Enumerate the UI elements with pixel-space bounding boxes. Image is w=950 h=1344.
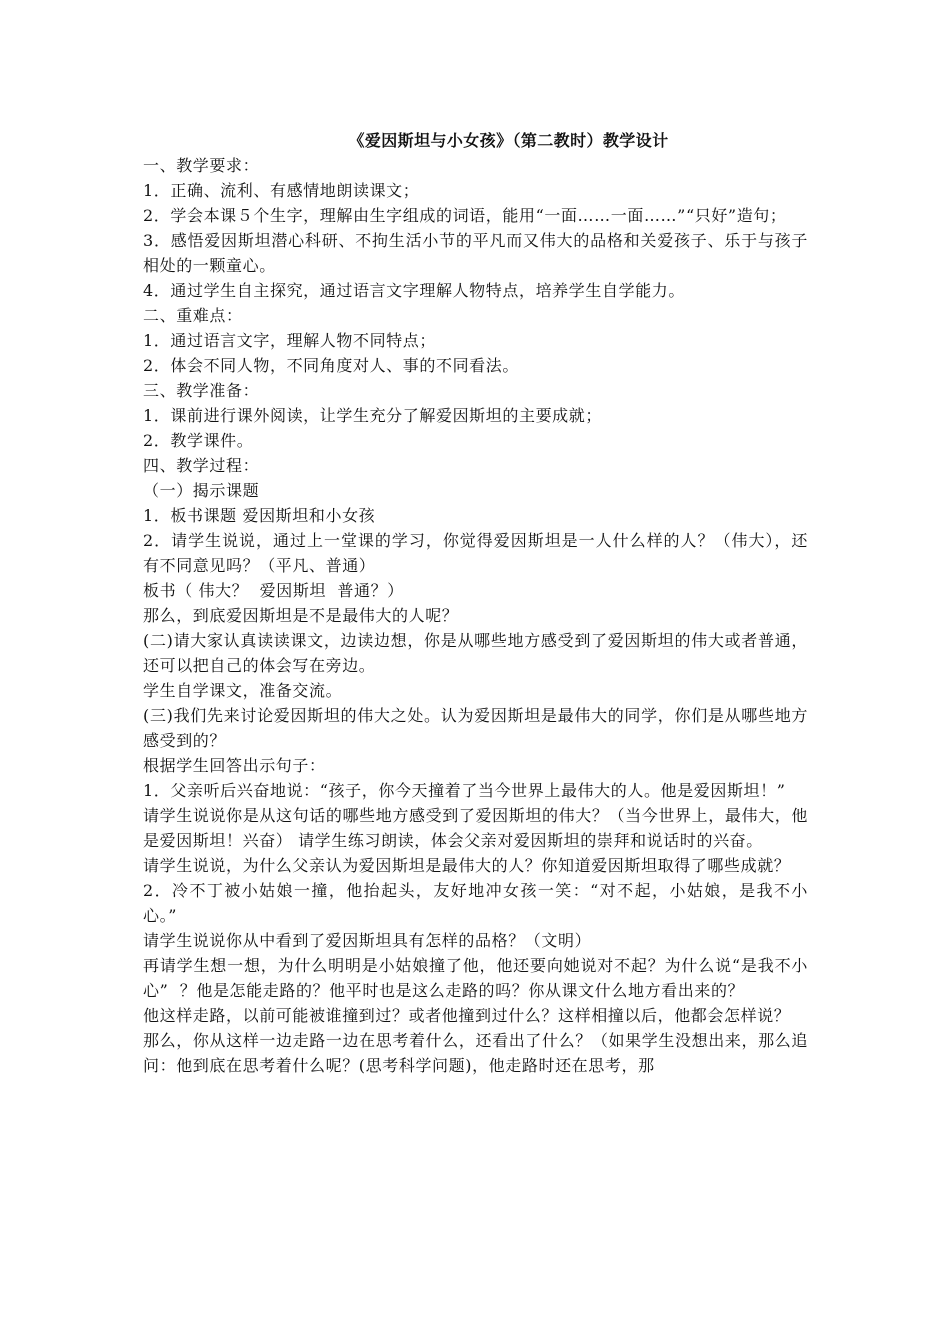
paragraph: (三)我们先来讨论爱因斯坦的伟大之处。认为爱因斯坦是最伟大的同学，你们是从哪些地方感受到的？	[143, 706, 808, 750]
paragraph: 那么，到底爱因斯坦是不是最伟大的人呢？	[143, 606, 459, 625]
paragraph: 学生自学课文，准备交流。	[143, 681, 343, 700]
paragraph: 2．请学生说说，通过上一堂课的学习，你觉得爱因斯坦是一人什么样的人？（伟大），还有不同意见吗？（平凡、普通）	[143, 531, 808, 575]
paragraph: 请学生说说，为什么父亲认为爱因斯坦是最伟大的人？你知道爱因斯坦取得了哪些成就？	[143, 856, 791, 875]
paragraph: 1．父亲听后兴奋地说：“孩子，你今天撞着了当今世界上最伟大的人。他是爱因斯坦！”	[143, 781, 786, 800]
section-heading: 二、重难点：	[143, 306, 243, 325]
paragraph: 2．教学课件。	[143, 431, 254, 450]
paragraph: 根据学生回答出示句子：	[143, 756, 326, 775]
paragraph: 3．感悟爱因斯坦潜心科研、不拘生活小节的平凡而又伟大的品格和关爱孩子、乐于与孩子相处的一颗童心。	[143, 231, 808, 275]
paragraph: 请学生说说你是从这句话的哪些地方感受到了爱因斯坦的伟大？（当今世界上，最伟大，他是爱因斯坦！兴奋） 请学生练习朗读，体会父亲对爱因斯坦的崇拜和说话时的兴奋。	[143, 806, 808, 850]
paragraph: 1．通过语言文字，理解人物不同特点；	[143, 331, 436, 350]
paragraph: 一、教学要求：	[143, 156, 260, 175]
paragraph: 请学生说说你从中看到了爱因斯坦具有怎样的品格？（文明）	[143, 931, 592, 950]
paragraph: 2．体会不同人物，不同角度对人、事的不同看法。	[143, 356, 519, 375]
paragraph: 再请学生想一想，为什么明明是小姑娘撞了他，他还要向她说对不起？为什么说“是我不小心” ？他是怎能走路的？他平时也是这么走路的吗？你从课文什么地方看出来的？	[143, 956, 808, 1000]
paragraph: 4．通过学生自主探究，通过语言文字理解人物特点，培养学生自学能力。	[143, 281, 685, 300]
section-heading: 四、教学过程：	[143, 456, 260, 475]
paragraph: 2．学会本课５个生字，理解由生字组成的词语，能用“一面……一面……”“只好”造句；	[143, 206, 787, 225]
paragraph: (二)请大家认真读读课文，边读边想，你是从哪些地方感受到了爱因斯坦的伟大或者普通，还可以把自己的体会写在旁边。	[143, 631, 808, 675]
document-body	[143, 128, 808, 1078]
paragraph: 板书（ 伟大？ 爱因斯坦 普通？）	[143, 581, 404, 600]
document-title: 《爱因斯坦与小女孩》（第二教时）教学设计	[348, 131, 669, 150]
paragraph: 1．正确、流利、有感情地朗读课文；	[143, 181, 420, 200]
paragraph: （一）揭示课题	[143, 481, 260, 500]
paragraph: 他这样走路，以前可能被谁撞到过？或者他撞到过什么？这样相撞以后，他都会怎样说？	[143, 1006, 791, 1025]
paragraph: 那么，你从这样一边走路一边在思考着什么，还看出了什么？（如果学生没想出来，那么追问：他到底在思考着什么呢？(思考科学问题)，他走路时还在思考，那	[143, 1031, 808, 1075]
paragraph: 2．冷不丁被小姑娘一撞，他抬起头，友好地冲女孩一笑：“对不起，小姑娘，是我不小心。”	[143, 881, 808, 925]
section-heading: 三、教学准备：	[143, 381, 260, 400]
paragraph: 1．课前进行课外阅读，让学生充分了解爱因斯坦的主要成就；	[143, 406, 602, 425]
paragraph: 1．板书课题 爱因斯坦和小女孩	[143, 506, 376, 525]
